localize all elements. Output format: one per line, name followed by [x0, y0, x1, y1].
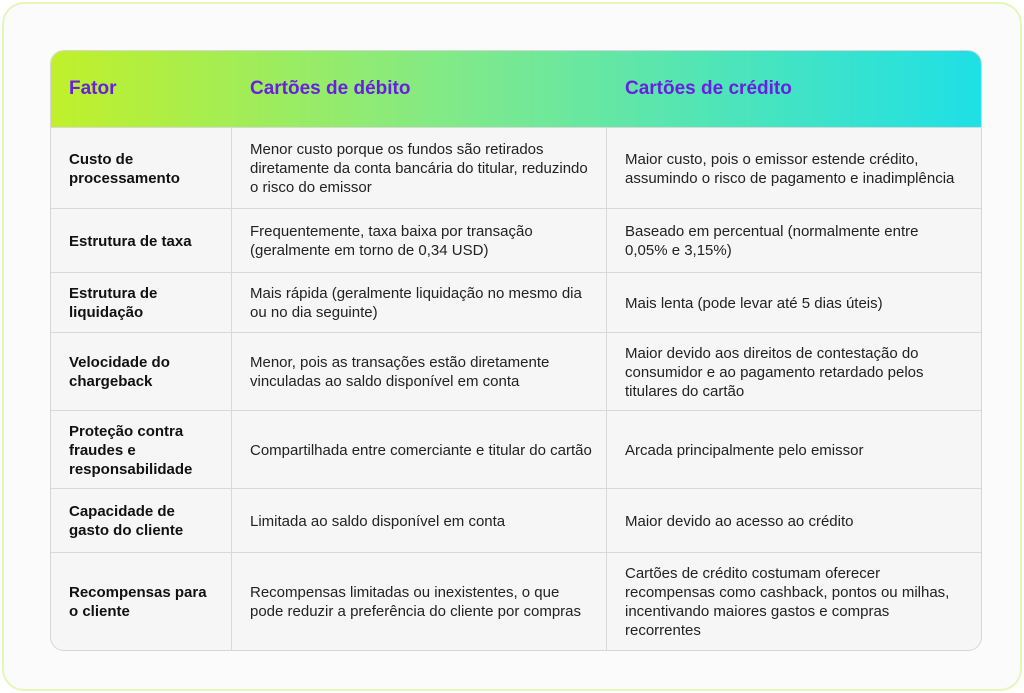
comparison-table — [50, 50, 982, 651]
cell-factor: Proteção contra fraudes e responsabilidade — [69, 422, 193, 478]
cell-credit: Cartões de crédito costumam oferecer recompensas como cashback, pontos ou milhas, incentivando maiores gastos e compras recorrentes — [625, 565, 950, 639]
cell-debit: Menor, pois as transações estão diretamente vinculadas ao saldo disponível em conta — [250, 354, 550, 390]
table-row — [51, 410, 981, 489]
cell-factor: Custo de processamento — [69, 150, 180, 187]
cell-factor: Velocidade do chargeback — [69, 354, 170, 390]
table-row — [51, 127, 981, 209]
page-frame — [2, 2, 1022, 691]
table-row — [51, 272, 981, 333]
cell-credit: Mais lenta (pode levar até 5 dias úteis) — [625, 294, 883, 312]
table-row — [51, 208, 981, 273]
header-factor: Fator — [69, 78, 117, 99]
cell-credit: Maior devido ao acesso ao crédito — [625, 512, 854, 530]
cell-factor: Estrutura de taxa — [69, 232, 192, 250]
cell-credit: Arcada principalmente pelo emissor — [625, 441, 864, 459]
cell-debit: Frequentemente, taxa baixa por transação (geralmente em torno de 0,34 USD) — [250, 223, 533, 259]
table-row — [51, 552, 981, 651]
table-header-row — [51, 51, 981, 127]
cell-factor: Recompensas para o cliente — [69, 584, 207, 620]
cell-debit: Recompensas limitadas ou inexistentes, o que pode reduzir a preferência do cliente por compras — [250, 584, 582, 620]
cell-credit: Maior custo, pois o emissor estende crédito, assumindo o risco de pagamento e inadimplência — [625, 150, 955, 187]
cell-credit: Baseado em percentual (normalmente entre 0,05% e 3,15%) — [625, 223, 919, 259]
table-row — [51, 488, 981, 553]
cell-credit: Maior devido aos direitos de contestação do consumidor e ao pagamento retardado pelos titulares do cartão — [625, 344, 924, 400]
table-row — [51, 332, 981, 411]
cell-debit: Menor custo porque os fundos são retirados diretamente da conta bancária do titular, reduzindo o risco do emissor — [250, 141, 588, 196]
cell-debit: Limitada ao saldo disponível em conta — [250, 512, 506, 530]
cell-factor: Estrutura de liquidação — [69, 285, 158, 321]
header-credit-cards: Cartões de crédito — [625, 78, 792, 99]
cell-debit: Mais rápida (geralmente liquidação no mesmo dia ou no dia seguinte) — [250, 285, 582, 321]
cell-factor: Capacidade de gasto do cliente — [69, 503, 184, 539]
cell-debit: Compartilhada entre comerciante e titular do cartão — [250, 441, 592, 459]
header-debit-cards: Cartões de débito — [250, 78, 411, 99]
